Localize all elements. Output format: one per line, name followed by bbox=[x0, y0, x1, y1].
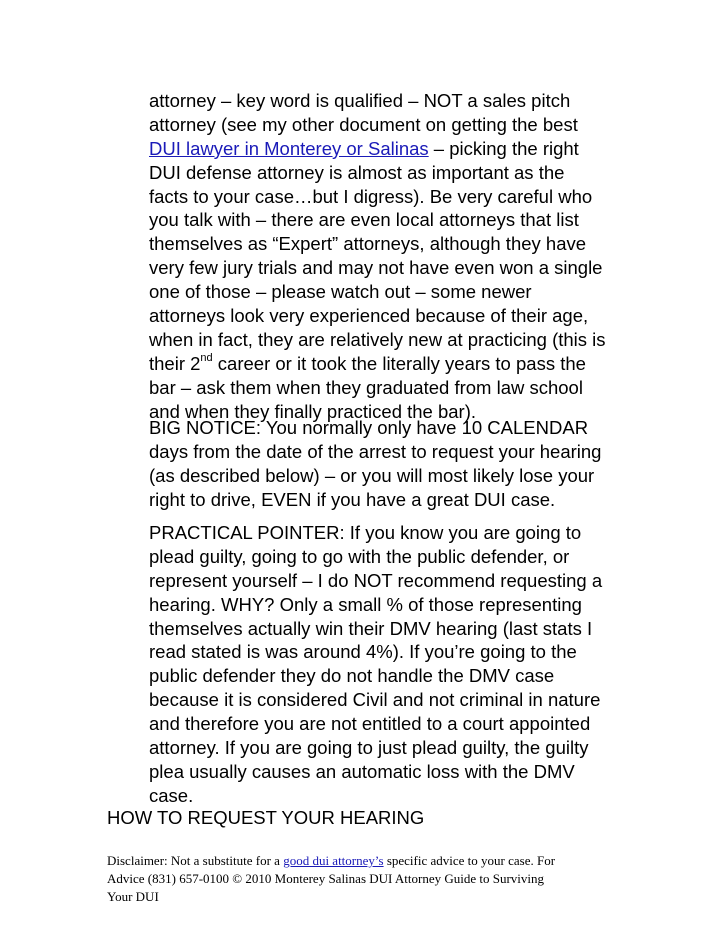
text-line: because it is considered Civil and not criminal in nature bbox=[149, 689, 601, 711]
page-footer-disclaimer bbox=[107, 852, 667, 904]
text-line: days from the date of the arrest to request your hearing bbox=[149, 440, 602, 462]
ordinal-superscript: nd bbox=[200, 351, 213, 364]
footer-line: Advice (831) 657-0100 © 2010 Monterey Salinas DUI Attorney Guide to Surviving bbox=[107, 871, 545, 886]
text-line: and therefore you are not entitled to a court appointed bbox=[149, 713, 591, 735]
text-line: themselves as “Expert” attorneys, although they have bbox=[149, 233, 587, 255]
text-line: one of those – please watch out – some newer bbox=[149, 281, 532, 303]
link-trailing-text: – picking the right bbox=[428, 137, 579, 159]
text-line: and when they finally practiced the bar). bbox=[149, 400, 477, 422]
text-line: attorneys look very experienced because of their age, bbox=[149, 305, 589, 327]
footer-trailing-text: specific advice to your case. For bbox=[383, 853, 556, 868]
text-line: case. bbox=[149, 784, 194, 806]
text-line: plead guilty, going to go with the public defender, or bbox=[149, 545, 570, 567]
text-line: very few jury trials and may not have even won a single bbox=[149, 257, 603, 279]
sup-leading-text: their 2 bbox=[149, 352, 201, 374]
text-line: when in fact, they are relatively new at practicing (this is bbox=[149, 328, 606, 350]
dui-lawyer-link[interactable]: DUI lawyer in Monterey or Salinas bbox=[149, 137, 429, 159]
section-heading: HOW TO REQUEST YOUR HEARING bbox=[107, 807, 425, 828]
text-line: hearing. WHY? Only a small % of those representing bbox=[149, 593, 582, 615]
text-line: bar – ask them when they graduated from law school bbox=[149, 376, 583, 398]
text-line: facts to your case…but I digress). Be very careful who bbox=[149, 185, 593, 207]
footer-line: Your DUI bbox=[107, 889, 159, 904]
text-line: attorney. If you are going to just plead guilty, the guilty bbox=[149, 737, 589, 759]
text-line-with-link bbox=[149, 137, 649, 161]
text-line: attorney (see my other document on getting the best bbox=[149, 113, 578, 135]
sup-trailing-text: career or it took the literally years to pass the bbox=[212, 352, 586, 374]
text-line: BIG NOTICE: You normally only have 10 CALENDAR bbox=[149, 417, 589, 438]
text-line: you talk with – there are even local attorneys that list bbox=[149, 209, 579, 231]
text-line: right to drive, EVEN if you have a great DUI case. bbox=[149, 488, 556, 510]
text-line: public defender they do not handle the DMV case bbox=[149, 665, 555, 687]
text-line: plea usually causes an automatic loss with the DMV bbox=[149, 760, 575, 782]
text-line-with-superscript bbox=[149, 352, 649, 376]
footer-lead-text: Disclaimer: Not a substitute for a bbox=[107, 853, 284, 868]
text-line: attorney – key word is qualified – NOT a sales pitch bbox=[149, 90, 571, 111]
good-dui-attorney-link[interactable]: good dui attorney’s bbox=[283, 853, 384, 868]
text-line: themselves actually win their DMV hearing (last stats I bbox=[149, 617, 593, 639]
paragraph-attorney-advice bbox=[149, 89, 649, 423]
text-line: PRACTICAL POINTER: If you know you are going to bbox=[149, 522, 582, 543]
paragraph-big-notice bbox=[149, 416, 649, 512]
text-line: DUI defense attorney is almost as important as the bbox=[149, 161, 565, 183]
text-line: represent yourself – I do NOT recommend requesting a bbox=[149, 569, 603, 591]
paragraph-practical-pointer bbox=[149, 521, 649, 808]
footer-line bbox=[107, 852, 667, 870]
text-line: (as described below) – or you will most likely lose your bbox=[149, 464, 595, 486]
text-line: read stated is was around 4%). If you’re going to the bbox=[149, 641, 577, 663]
